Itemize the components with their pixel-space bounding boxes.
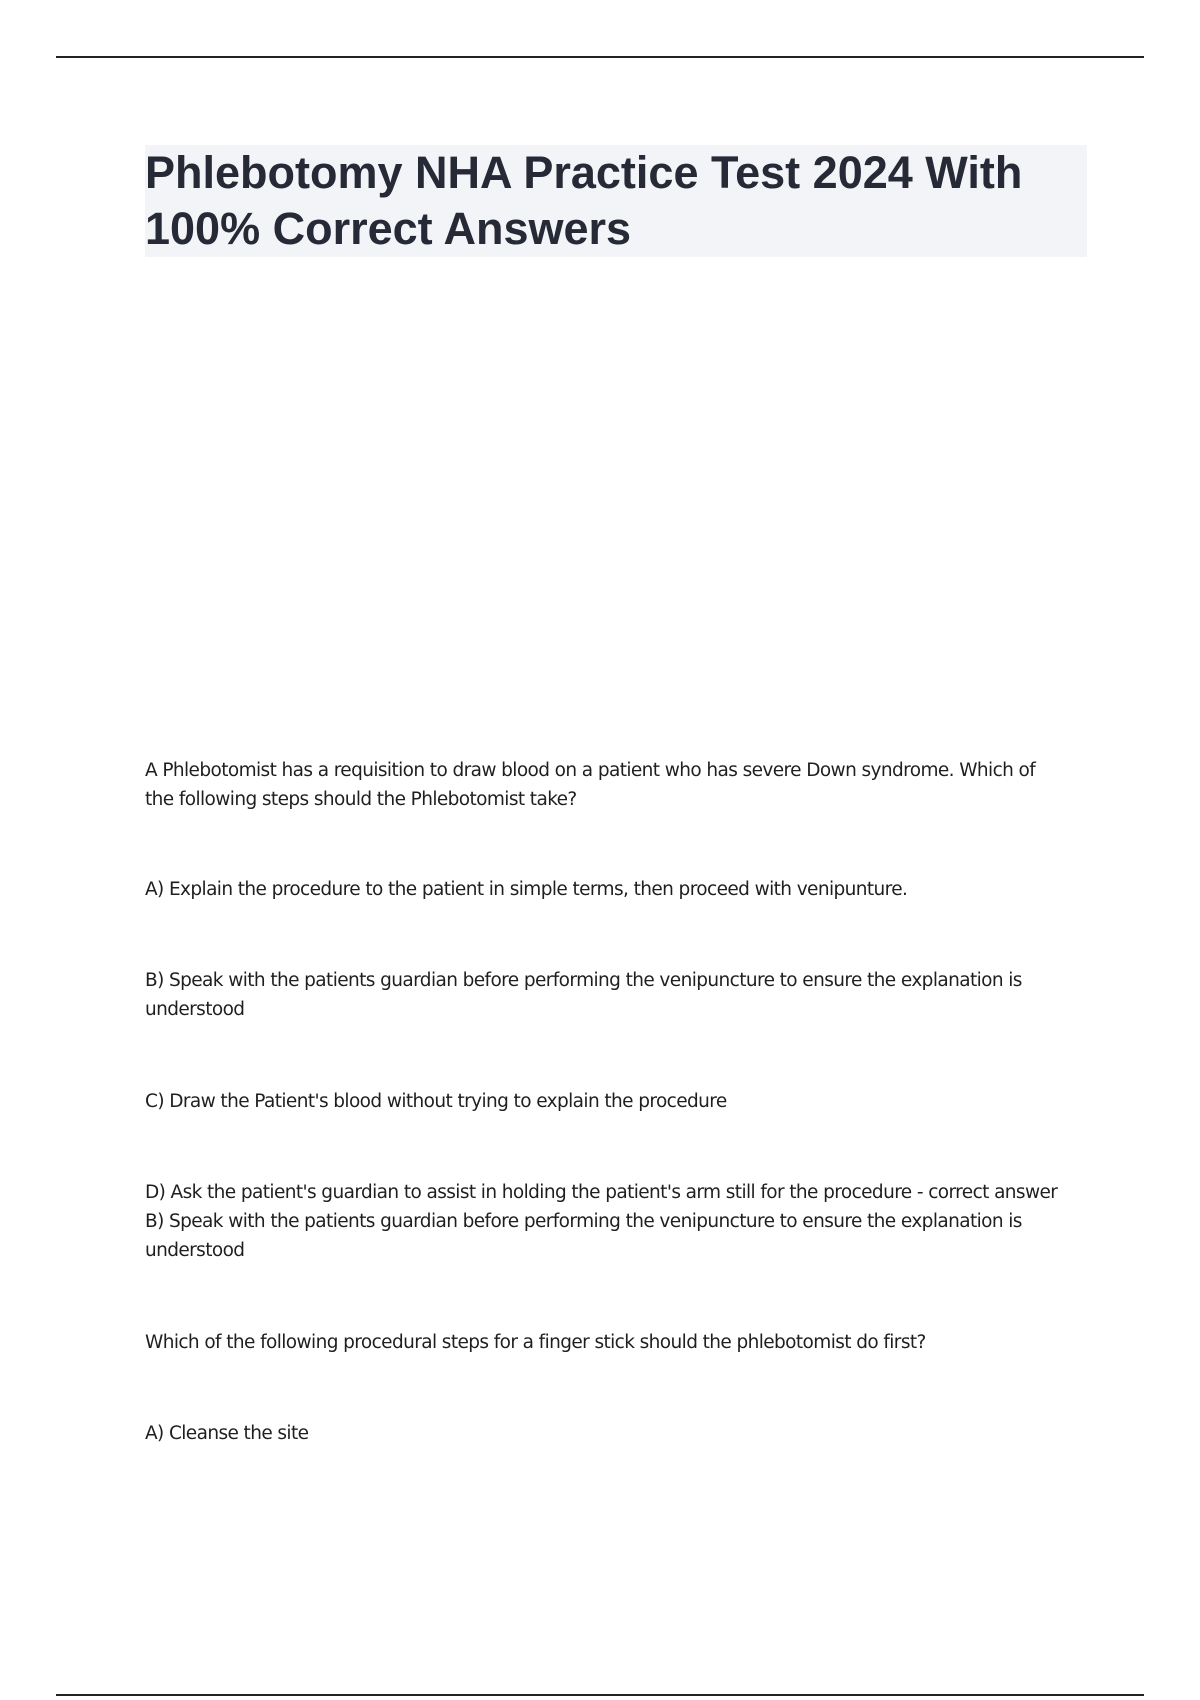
question-1-option-a: A) Explain the procedure to the patient in simple terms, then proceed with venipunture. [145, 879, 908, 900]
question-1-option-d: D) Ask the patient's guardian to assist in holding the patient's arm still for the procedure - correct answer [145, 1182, 1058, 1203]
question-1-answer-line-2: understood [145, 1240, 245, 1261]
question-2-prompt: Which of the following procedural steps for a finger stick should the phlebotomist do first? [145, 1332, 926, 1353]
question-2-option-a: A) Cleanse the site [145, 1423, 309, 1444]
title-line-2: 100% Correct Answers [145, 203, 632, 254]
header-rule [56, 56, 1144, 58]
question-1-option-c: C) Draw the Patient's blood without trying to explain the procedure [145, 1091, 727, 1112]
question-1-option-b-line-1: B) Speak with the patients guardian before performing the venipuncture to ensure the explanation is [145, 970, 1022, 991]
question-1-prompt [145, 756, 1105, 814]
question-1-answer-line-1: B) Speak with the patients guardian before performing the venipuncture to ensure the explanation is [145, 1211, 1022, 1232]
question-1-option-b-line-2: understood [145, 999, 245, 1020]
question-1-prompt-line-2: the following steps should the Phlebotomist take? [145, 789, 577, 810]
question-1-option-b [145, 966, 1105, 1024]
document-title [145, 145, 1105, 257]
footer-rule [56, 1694, 1144, 1696]
title-line-1: Phlebotomy NHA Practice Test 2024 With [145, 147, 1023, 198]
question-1-option-d-and-answer [145, 1178, 1105, 1265]
question-1-prompt-line-1: A Phlebotomist has a requisition to draw blood on a patient who has severe Down syndrome. Which of [145, 760, 1036, 781]
